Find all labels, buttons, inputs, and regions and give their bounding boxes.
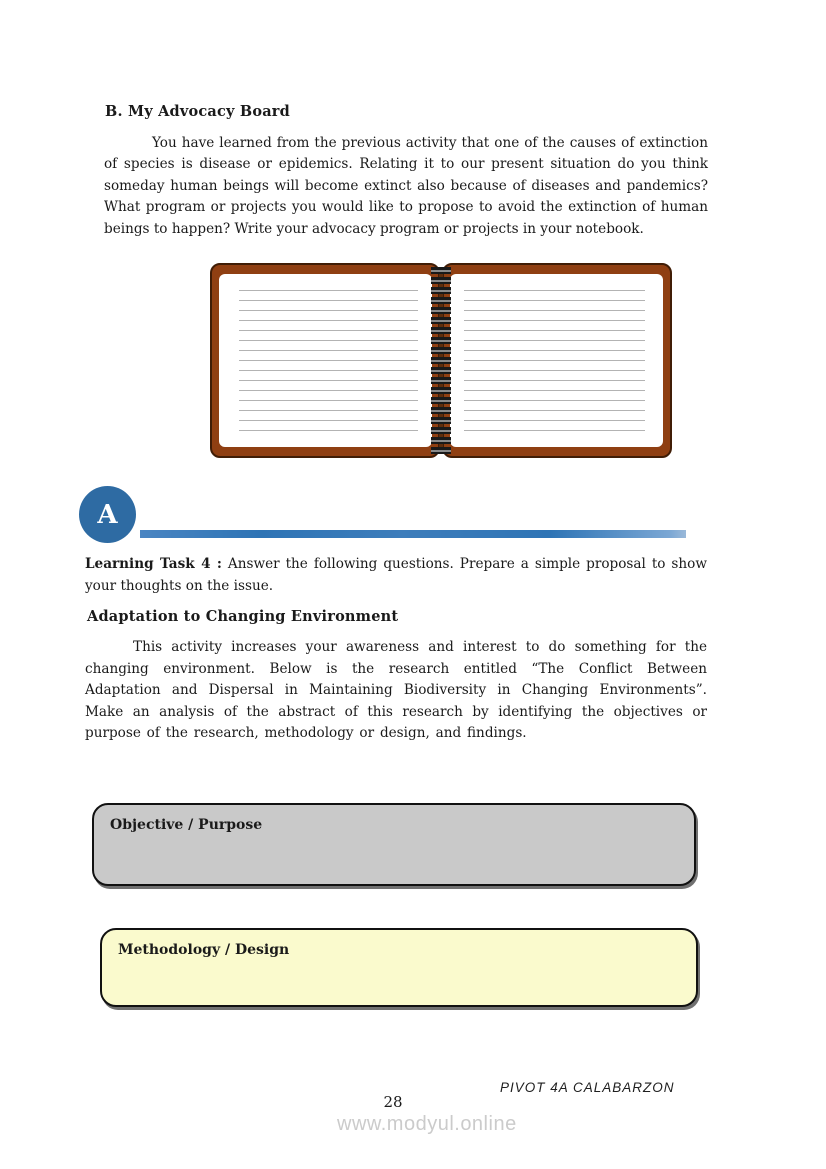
footer-brand: PIVOT 4A CALABARZON <box>500 1080 675 1095</box>
page-number: 28 <box>383 1093 403 1111</box>
methodology-design-box <box>100 928 698 1007</box>
section-marker-a <box>79 486 136 543</box>
learning-task-text: Answer the following questions. Prepare a simple proposal to show your thoughts on the issue. <box>85 556 707 594</box>
spiral-binding-icon <box>431 267 451 454</box>
adaptation-paragraph: This activity increases your awareness and interest to do something for the changing environment. Below is the research entitled “The Conflict Between Adaptation and Dispersal in Maintaining Biodiversity in Changing Environments”. Make an analysis of the abstract of this research by identifying the objectives or purpose of the research, methodology or design, and findings. <box>85 639 707 742</box>
learning-task <box>85 554 707 597</box>
notebook-left-page-lines <box>239 281 418 439</box>
section-marker-letter: A <box>97 499 118 530</box>
notebook-left-page <box>219 274 432 447</box>
advocacy-heading: B. My Advocacy Board <box>105 103 290 120</box>
objective-purpose-box <box>92 803 696 886</box>
notebook-right-page-lines <box>464 281 645 439</box>
methodology-design-box-label: Methodology / Design <box>118 942 290 958</box>
notebook-right-page <box>450 274 663 447</box>
section-divider-line <box>140 530 686 538</box>
learning-task-label: Learning Task 4 : <box>85 556 222 572</box>
notebook-illustration <box>210 263 672 458</box>
site-watermark: www.modyul.online <box>337 1113 517 1135</box>
adaptation-heading: Adaptation to Changing Environment <box>87 608 399 625</box>
objective-purpose-box-label: Objective / Purpose <box>110 817 263 833</box>
advocacy-paragraph: You have learned from the previous activity that one of the causes of extinction of species is disease or epidemics. Relating it to our present situation do you think someday human beings will become extinct also because of diseases and pandemics? What program or projects you would like to propose to avoid the extinction of human beings to happen? Write your advocacy program or projects in your notebook. <box>104 135 708 237</box>
